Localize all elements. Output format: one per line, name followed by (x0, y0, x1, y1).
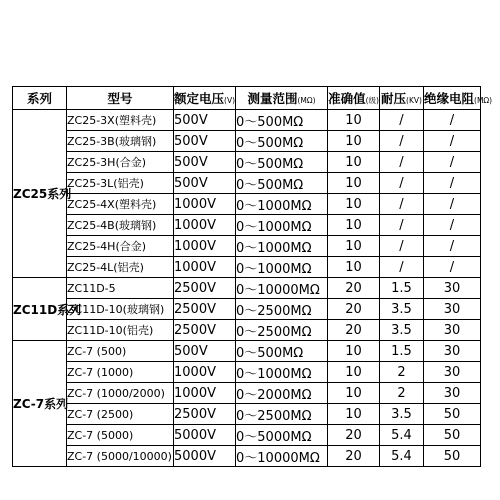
model-cell: ZC-7 (2500) (67, 404, 174, 425)
range-cell: 0～500MΩ (236, 131, 328, 152)
accuracy-cell: 20 (328, 320, 380, 341)
table-row (13, 404, 481, 425)
table-row (13, 341, 481, 362)
model-cell: ZC25-4H(合金) (67, 236, 174, 257)
table-row (13, 278, 481, 299)
voltage-cell: 1000V (174, 215, 236, 236)
withstand-cell: / (380, 173, 424, 194)
table-row (13, 362, 481, 383)
header-measure-range: 测量范围(MΩ) (236, 87, 328, 110)
model-cell: ZC11D-5 (67, 278, 174, 299)
accuracy-cell: 10 (328, 152, 380, 173)
accuracy-cell: 10 (328, 215, 380, 236)
table-row (13, 257, 481, 278)
range-cell: 0～1000MΩ (236, 215, 328, 236)
accuracy-cell: 10 (328, 194, 380, 215)
series-cell: ZC-7系列 (13, 341, 67, 467)
withstand-cell: 5.4 (380, 446, 424, 467)
range-cell: 0～5000MΩ (236, 425, 328, 446)
voltage-cell: 1000V (174, 362, 236, 383)
accuracy-cell: 10 (328, 383, 380, 404)
voltage-cell: 1000V (174, 257, 236, 278)
model-cell: ZC-7 (5000/10000) (67, 446, 174, 467)
table-row (13, 173, 481, 194)
table-row (13, 152, 481, 173)
insulation-cell: 30 (424, 341, 481, 362)
accuracy-cell: 10 (328, 236, 380, 257)
insulation-cell: / (424, 110, 481, 131)
accuracy-cell: 10 (328, 173, 380, 194)
header-series: 系列 (13, 87, 67, 110)
insulation-cell: 50 (424, 425, 481, 446)
withstand-cell: / (380, 131, 424, 152)
series-cell: ZC11D系列 (13, 278, 67, 341)
accuracy-cell: 10 (328, 404, 380, 425)
insulation-cell: / (424, 131, 481, 152)
spec-table (12, 86, 493, 467)
table-row (13, 131, 481, 152)
table-row (13, 425, 481, 446)
insulation-cell: 30 (424, 278, 481, 299)
model-cell: ZC25-4B(玻璃钢) (67, 215, 174, 236)
table-row (13, 194, 481, 215)
voltage-cell: 5000V (174, 446, 236, 467)
range-cell: 0～2000MΩ (236, 383, 328, 404)
withstand-cell: / (380, 257, 424, 278)
range-cell: 0～500MΩ (236, 110, 328, 131)
range-cell: 0～2500MΩ (236, 404, 328, 425)
withstand-cell: 1.5 (380, 341, 424, 362)
accuracy-cell: 10 (328, 257, 380, 278)
accuracy-cell: 10 (328, 341, 380, 362)
withstand-cell: 5.4 (380, 425, 424, 446)
range-cell: 0～10000MΩ (236, 278, 328, 299)
range-cell: 0～500MΩ (236, 173, 328, 194)
accuracy-cell: 20 (328, 278, 380, 299)
accuracy-cell: 10 (328, 110, 380, 131)
accuracy-cell: 20 (328, 425, 380, 446)
range-cell: 0～1000MΩ (236, 236, 328, 257)
model-cell: ZC-7 (500) (67, 341, 174, 362)
header-withstand-voltage: 耐压(KV) (380, 87, 424, 110)
withstand-cell: 3.5 (380, 404, 424, 425)
insulation-cell: / (424, 194, 481, 215)
insulation-cell: 30 (424, 362, 481, 383)
withstand-cell: / (380, 194, 424, 215)
withstand-cell: 3.5 (380, 299, 424, 320)
withstand-cell: / (380, 152, 424, 173)
insulation-cell: 30 (424, 299, 481, 320)
model-cell: ZC25-4X(塑料壳) (67, 194, 174, 215)
voltage-cell: 500V (174, 173, 236, 194)
insulation-cell: 30 (424, 383, 481, 404)
range-cell: 0～500MΩ (236, 152, 328, 173)
table-row (13, 215, 481, 236)
insulation-cell: 50 (424, 404, 481, 425)
table-row (13, 383, 481, 404)
withstand-cell: 2 (380, 362, 424, 383)
model-cell: ZC11D-10(玻璃钢) (67, 299, 174, 320)
insulation-cell: / (424, 236, 481, 257)
header-accuracy: 准确值(级) (328, 87, 380, 110)
voltage-cell: 1000V (174, 236, 236, 257)
accuracy-cell: 10 (328, 131, 380, 152)
range-cell: 0～1000MΩ (236, 194, 328, 215)
withstand-cell: 2 (380, 383, 424, 404)
model-cell: ZC-7 (1000) (67, 362, 174, 383)
table-row (13, 446, 481, 467)
table-row (13, 110, 481, 131)
model-cell: ZC25-3B(玻璃钢) (67, 131, 174, 152)
withstand-cell: 3.5 (380, 320, 424, 341)
model-cell: ZC11D-10(铝壳) (67, 320, 174, 341)
voltage-cell: 2500V (174, 404, 236, 425)
withstand-cell: 1.5 (380, 278, 424, 299)
accuracy-cell: 20 (328, 446, 380, 467)
insulation-cell: / (424, 215, 481, 236)
voltage-cell: 2500V (174, 320, 236, 341)
range-cell: 0～1000MΩ (236, 362, 328, 383)
voltage-cell: 500V (174, 152, 236, 173)
header-rated-voltage: 额定电压(V) (174, 87, 236, 110)
insulation-cell: 50 (424, 446, 481, 467)
voltage-cell: 500V (174, 110, 236, 131)
voltage-cell: 2500V (174, 299, 236, 320)
insulation-cell: 30 (424, 320, 481, 341)
range-cell: 0～500MΩ (236, 341, 328, 362)
range-cell: 0～10000MΩ (236, 446, 328, 467)
withstand-cell: / (380, 110, 424, 131)
range-cell: 0～1000MΩ (236, 257, 328, 278)
model-cell: ZC-7 (5000) (67, 425, 174, 446)
voltage-cell: 2500V (174, 278, 236, 299)
model-cell: ZC-7 (1000/2000) (67, 383, 174, 404)
voltage-cell: 500V (174, 341, 236, 362)
header-insulation-resistance: 绝缘电阻(MΩ) (424, 87, 481, 110)
insulation-cell: / (424, 257, 481, 278)
insulation-cell: / (424, 173, 481, 194)
insulation-cell: / (424, 152, 481, 173)
header-row (13, 87, 481, 110)
table-row (13, 299, 481, 320)
range-cell: 0～2500MΩ (236, 299, 328, 320)
model-cell: ZC25-3X(塑料壳) (67, 110, 174, 131)
accuracy-cell: 20 (328, 299, 380, 320)
model-cell: ZC25-3L(铝壳) (67, 173, 174, 194)
voltage-cell: 5000V (174, 425, 236, 446)
series-cell: ZC25系列 (13, 110, 67, 278)
table-row (13, 236, 481, 257)
model-cell: ZC25-3H(合金) (67, 152, 174, 173)
model-cell: ZC25-4L(铝壳) (67, 257, 174, 278)
accuracy-cell: 10 (328, 362, 380, 383)
voltage-cell: 1000V (174, 383, 236, 404)
withstand-cell: / (380, 215, 424, 236)
voltage-cell: 1000V (174, 194, 236, 215)
header-model: 型号 (67, 87, 174, 110)
table-row (13, 320, 481, 341)
voltage-cell: 500V (174, 131, 236, 152)
range-cell: 0～2500MΩ (236, 320, 328, 341)
withstand-cell: / (380, 236, 424, 257)
